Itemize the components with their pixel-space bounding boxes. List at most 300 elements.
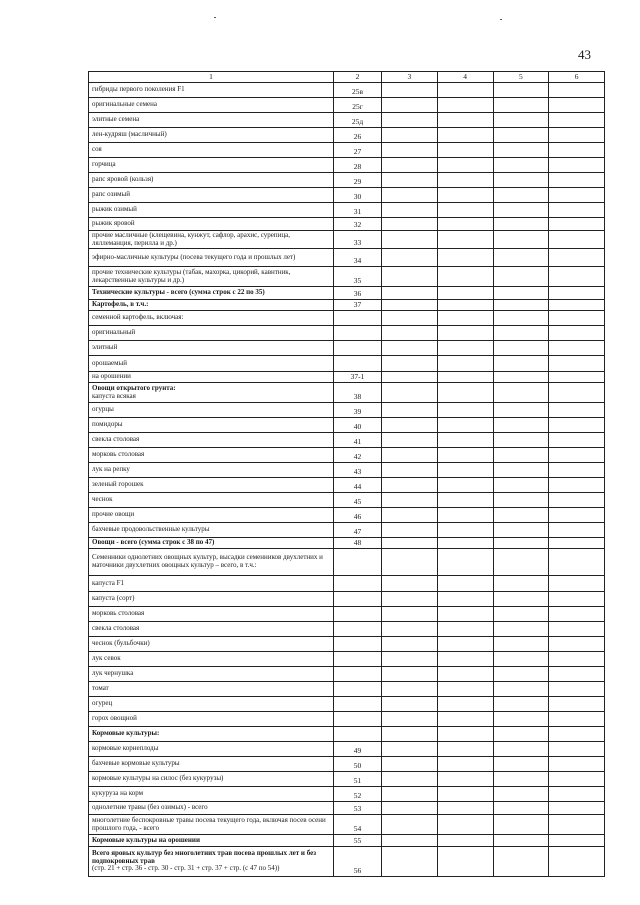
value-cell-col4[interactable] (437, 523, 493, 538)
row-label-text: Овощи - всего (сумма строк с 38 по 47) (92, 538, 215, 547)
value-cell-col4[interactable] (437, 652, 493, 667)
value-cell-col4[interactable] (437, 433, 493, 448)
value-cell-col6[interactable] (549, 667, 605, 682)
row-label-text: чеснок (бульбочки) (92, 639, 150, 648)
row-label (89, 576, 334, 592)
value-cell-col4[interactable] (437, 727, 493, 742)
row-label-text: морковь столовая (92, 450, 145, 459)
value-cell-col6[interactable] (549, 218, 605, 231)
value-cell-col6[interactable] (549, 203, 605, 218)
row-label (89, 113, 334, 128)
row-label (89, 712, 334, 727)
value-cell-col5[interactable] (493, 727, 549, 742)
row-code (334, 667, 382, 682)
value-cell-col6[interactable] (549, 287, 605, 300)
row-label-text: прочие масличные (клещевина, кунжут, сафлор, арахис, сурепица, ляллеманция, перилла и др.) (92, 230, 290, 247)
value-cell-col4[interactable] (437, 143, 493, 158)
row-label (89, 802, 334, 815)
value-cell-col5[interactable] (493, 787, 549, 802)
value-cell-col4[interactable] (437, 267, 493, 287)
value-cell-col3[interactable] (382, 311, 438, 326)
row-code: 27 (334, 143, 382, 158)
table-row (89, 815, 605, 835)
row-label-continuation: капуста всякая (92, 391, 136, 400)
value-cell-col3[interactable] (382, 549, 438, 576)
table-row (89, 622, 605, 637)
value-cell-col6[interactable] (549, 508, 605, 523)
value-cell-col3[interactable] (382, 341, 438, 356)
table-row (89, 158, 605, 173)
row-code (334, 637, 382, 652)
table-row (89, 667, 605, 682)
value-cell-col4[interactable] (437, 341, 493, 356)
row-label-text: свекла столовая (92, 624, 140, 633)
value-cell-col6[interactable] (549, 712, 605, 727)
value-cell-col3[interactable] (382, 847, 438, 877)
value-cell-col4[interactable] (437, 835, 493, 847)
scan-artifact (214, 17, 216, 18)
value-cell-col5[interactable] (493, 478, 549, 493)
value-cell-col6[interactable] (549, 158, 605, 173)
value-cell-col3[interactable] (382, 742, 438, 757)
value-cell-col5[interactable] (493, 508, 549, 523)
value-cell-col5[interactable] (493, 802, 549, 815)
value-cell-col6[interactable] (549, 607, 605, 622)
table-row (89, 383, 605, 403)
value-cell-col5[interactable] (493, 847, 549, 877)
value-cell-col6[interactable] (549, 478, 605, 493)
value-cell-col5[interactable] (493, 463, 549, 478)
value-cell-col3[interactable] (382, 576, 438, 592)
value-cell-col4[interactable] (437, 218, 493, 231)
table-row (89, 433, 605, 448)
value-cell-col3[interactable] (382, 727, 438, 742)
value-cell-col4[interactable] (437, 356, 493, 372)
value-cell-col3[interactable] (382, 538, 438, 549)
value-cell-col5[interactable] (493, 287, 549, 300)
table-row (89, 341, 605, 356)
value-cell-col4[interactable] (437, 231, 493, 249)
row-label (89, 418, 334, 433)
value-cell-col6[interactable] (549, 231, 605, 249)
row-label (89, 143, 334, 158)
value-cell-col3[interactable] (382, 403, 438, 418)
value-cell-col4[interactable] (437, 742, 493, 757)
value-cell-col6[interactable] (549, 403, 605, 418)
table-row (89, 463, 605, 478)
table-row (89, 802, 605, 815)
row-label-text: свекла столовая (92, 435, 140, 444)
value-cell-col4[interactable] (437, 98, 493, 113)
value-cell-col6[interactable] (549, 493, 605, 508)
value-cell-col4[interactable] (437, 158, 493, 173)
value-cell-col4[interactable] (437, 383, 493, 403)
value-cell-col3[interactable] (382, 667, 438, 682)
value-cell-col5[interactable] (493, 448, 549, 463)
table-row (89, 523, 605, 538)
value-cell-col6[interactable] (549, 128, 605, 143)
row-label (89, 757, 334, 772)
value-cell-col4[interactable] (437, 113, 493, 128)
row-label (89, 287, 334, 300)
value-cell-col6[interactable] (549, 311, 605, 326)
table-row (89, 98, 605, 113)
row-code: 36 (334, 287, 382, 300)
value-cell-col4[interactable] (437, 287, 493, 300)
value-cell-col6[interactable] (549, 356, 605, 372)
table-row (89, 218, 605, 231)
value-cell-col5[interactable] (493, 143, 549, 158)
value-cell-col5[interactable] (493, 549, 549, 576)
row-label (89, 727, 334, 742)
value-cell-col3[interactable] (382, 249, 438, 267)
value-cell-col5[interactable] (493, 98, 549, 113)
value-cell-col5[interactable] (493, 576, 549, 592)
value-cell-col5[interactable] (493, 835, 549, 847)
value-cell-col3[interactable] (382, 682, 438, 697)
value-cell-col5[interactable] (493, 418, 549, 433)
value-cell-col3[interactable] (382, 188, 438, 203)
value-cell-col4[interactable] (437, 508, 493, 523)
value-cell-col6[interactable] (549, 742, 605, 757)
row-label-text: соя (92, 145, 102, 154)
row-label-text: морковь столовая (92, 609, 145, 618)
value-cell-col5[interactable] (493, 113, 549, 128)
value-cell-col3[interactable] (382, 267, 438, 287)
value-cell-col4[interactable] (437, 300, 493, 311)
value-cell-col5[interactable] (493, 311, 549, 326)
value-cell-col3[interactable] (382, 83, 438, 98)
table-row (89, 697, 605, 712)
value-cell-col4[interactable] (437, 697, 493, 712)
value-cell-col4[interactable] (437, 682, 493, 697)
value-cell-col6[interactable] (549, 652, 605, 667)
value-cell-col6[interactable] (549, 637, 605, 652)
value-cell-col6[interactable] (549, 757, 605, 772)
value-cell-col5[interactable] (493, 231, 549, 249)
value-cell-col5[interactable] (493, 712, 549, 727)
value-cell-col6[interactable] (549, 622, 605, 637)
value-cell-col4[interactable] (437, 173, 493, 188)
row-label (89, 83, 334, 98)
value-cell-col4[interactable] (437, 538, 493, 549)
table-row (89, 203, 605, 218)
value-cell-col3[interactable] (382, 802, 438, 815)
table-row (89, 757, 605, 772)
row-code: 49 (334, 742, 382, 757)
row-label (89, 847, 334, 877)
value-cell-col6[interactable] (549, 173, 605, 188)
value-cell-col5[interactable] (493, 697, 549, 712)
value-cell-col4[interactable] (437, 418, 493, 433)
value-cell-col6[interactable] (549, 682, 605, 697)
row-code: 46 (334, 508, 382, 523)
value-cell-col4[interactable] (437, 757, 493, 772)
value-cell-col6[interactable] (549, 463, 605, 478)
value-cell-col3[interactable] (382, 787, 438, 802)
value-cell-col3[interactable] (382, 463, 438, 478)
row-label (89, 682, 334, 697)
value-cell-col4[interactable] (437, 249, 493, 267)
value-cell-col5[interactable] (493, 637, 549, 652)
value-cell-col6[interactable] (549, 727, 605, 742)
value-cell-col3[interactable] (382, 712, 438, 727)
row-code: 41 (334, 433, 382, 448)
value-cell-col5[interactable] (493, 523, 549, 538)
value-cell-col5[interactable] (493, 188, 549, 203)
value-cell-col3[interactable] (382, 203, 438, 218)
row-label-text: чеснок (92, 495, 113, 504)
value-cell-col5[interactable] (493, 742, 549, 757)
value-cell-col4[interactable] (437, 326, 493, 341)
value-cell-col3[interactable] (382, 592, 438, 607)
value-cell-col4[interactable] (437, 667, 493, 682)
value-cell-col4[interactable] (437, 403, 493, 418)
value-cell-col3[interactable] (382, 523, 438, 538)
value-cell-col3[interactable] (382, 326, 438, 341)
value-cell-col5[interactable] (493, 667, 549, 682)
value-cell-col5[interactable] (493, 372, 549, 383)
value-cell-col5[interactable] (493, 592, 549, 607)
row-label (89, 372, 334, 383)
value-cell-col3[interactable] (382, 652, 438, 667)
value-cell-col6[interactable] (549, 538, 605, 549)
row-label-text: томат (92, 684, 109, 693)
value-cell-col4[interactable] (437, 549, 493, 576)
value-cell-col4[interactable] (437, 802, 493, 815)
table-row (89, 508, 605, 523)
row-code: 37 (334, 300, 382, 311)
value-cell-col5[interactable] (493, 158, 549, 173)
value-cell-col3[interactable] (382, 143, 438, 158)
row-code (334, 326, 382, 341)
value-cell-col5[interactable] (493, 493, 549, 508)
value-cell-col3[interactable] (382, 508, 438, 523)
value-cell-col4[interactable] (437, 463, 493, 478)
row-label-text: кормовые корнеплоды (92, 744, 159, 753)
value-cell-col3[interactable] (382, 622, 438, 637)
table-row (89, 835, 605, 847)
row-label (89, 815, 334, 835)
value-cell-col5[interactable] (493, 815, 549, 835)
value-cell-col4[interactable] (437, 203, 493, 218)
row-label-text: оригинальные семена (92, 100, 157, 109)
value-cell-col5[interactable] (493, 383, 549, 403)
value-cell-col5[interactable] (493, 538, 549, 549)
row-label-text: огурцы (92, 405, 114, 414)
value-cell-col3[interactable] (382, 383, 438, 403)
row-code (334, 622, 382, 637)
value-cell-col3[interactable] (382, 637, 438, 652)
value-cell-col4[interactable] (437, 448, 493, 463)
table-row (89, 607, 605, 622)
value-cell-col4[interactable] (437, 188, 493, 203)
row-label-text: на орошении (92, 372, 131, 381)
row-code (334, 607, 382, 622)
value-cell-col3[interactable] (382, 218, 438, 231)
value-cell-col3[interactable] (382, 128, 438, 143)
value-cell-col6[interactable] (549, 772, 605, 787)
value-cell-col3[interactable] (382, 493, 438, 508)
column-header: 1 (89, 72, 334, 83)
value-cell-col4[interactable] (437, 637, 493, 652)
value-cell-col3[interactable] (382, 372, 438, 383)
value-cell-col5[interactable] (493, 772, 549, 787)
value-cell-col3[interactable] (382, 418, 438, 433)
value-cell-col4[interactable] (437, 311, 493, 326)
row-label (89, 493, 334, 508)
value-cell-col3[interactable] (382, 478, 438, 493)
value-cell-col6[interactable] (549, 697, 605, 712)
row-label-text: оригинальный (92, 328, 136, 337)
value-cell-col4[interactable] (437, 372, 493, 383)
column-header: 6 (549, 72, 605, 83)
row-label-text: горох овощной (92, 714, 137, 723)
value-cell-col6[interactable] (549, 835, 605, 847)
row-label-text: помидоры (92, 420, 123, 429)
value-cell-col6[interactable] (549, 341, 605, 356)
value-cell-col5[interactable] (493, 403, 549, 418)
row-code (334, 356, 382, 372)
value-cell-col6[interactable] (549, 98, 605, 113)
value-cell-col3[interactable] (382, 607, 438, 622)
row-label-text: орошаемый (92, 358, 127, 367)
table-row (89, 311, 605, 326)
value-cell-col4[interactable] (437, 787, 493, 802)
row-label (89, 356, 334, 372)
row-code: 56 (334, 847, 382, 877)
table-row (89, 772, 605, 787)
value-cell-col3[interactable] (382, 287, 438, 300)
row-code: 53 (334, 802, 382, 815)
value-cell-col6[interactable] (549, 143, 605, 158)
value-cell-col3[interactable] (382, 113, 438, 128)
row-label-text: капуста F1 (92, 578, 125, 587)
value-cell-col6[interactable] (549, 787, 605, 802)
value-cell-col3[interactable] (382, 173, 438, 188)
value-cell-col6[interactable] (549, 847, 605, 877)
value-cell-col5[interactable] (493, 607, 549, 622)
row-label (89, 173, 334, 188)
value-cell-col4[interactable] (437, 772, 493, 787)
value-cell-col6[interactable] (549, 523, 605, 538)
value-cell-col5[interactable] (493, 83, 549, 98)
value-cell-col6[interactable] (549, 576, 605, 592)
value-cell-col6[interactable] (549, 592, 605, 607)
row-label (89, 383, 334, 403)
value-cell-col6[interactable] (549, 267, 605, 287)
value-cell-col6[interactable] (549, 802, 605, 815)
value-cell-col5[interactable] (493, 326, 549, 341)
value-cell-col5[interactable] (493, 622, 549, 637)
value-cell-col6[interactable] (549, 300, 605, 311)
value-cell-col5[interactable] (493, 757, 549, 772)
value-cell-col3[interactable] (382, 815, 438, 835)
value-cell-col3[interactable] (382, 356, 438, 372)
value-cell-col5[interactable] (493, 433, 549, 448)
row-label-text: семенной картофель, включая: (92, 313, 184, 322)
row-label (89, 300, 334, 311)
value-cell-col6[interactable] (549, 815, 605, 835)
value-cell-col6[interactable] (549, 418, 605, 433)
value-cell-col6[interactable] (549, 326, 605, 341)
table-row (89, 287, 605, 300)
value-cell-col3[interactable] (382, 697, 438, 712)
value-cell-col4[interactable] (437, 478, 493, 493)
table-row (89, 682, 605, 697)
row-label-text: Всего яровых культур без многолетних трав посева прошлых лет и без подпокровных трав (92, 849, 317, 865)
row-code (334, 592, 382, 607)
table-row (89, 113, 605, 128)
row-label-text: Семенники однолетних овощных культур, высадки семенников двухлетних и маточники двухлетних овощных культур – всего, в т.ч.: (92, 553, 323, 569)
value-cell-col5[interactable] (493, 652, 549, 667)
row-code (334, 727, 382, 742)
value-cell-col6[interactable] (549, 188, 605, 203)
value-cell-col6[interactable] (549, 249, 605, 267)
value-cell-col6[interactable] (549, 448, 605, 463)
value-cell-col6[interactable] (549, 372, 605, 383)
value-cell-col3[interactable] (382, 300, 438, 311)
value-cell-col6[interactable] (549, 383, 605, 403)
row-label (89, 311, 334, 326)
value-cell-col6[interactable] (549, 83, 605, 98)
value-cell-col3[interactable] (382, 448, 438, 463)
value-cell-col3[interactable] (382, 98, 438, 113)
row-label (89, 607, 334, 622)
value-cell-col5[interactable] (493, 203, 549, 218)
row-label-text: прочие овощи (92, 510, 135, 519)
value-cell-col3[interactable] (382, 231, 438, 249)
row-label (89, 549, 334, 576)
value-cell-col6[interactable] (549, 113, 605, 128)
value-cell-col5[interactable] (493, 341, 549, 356)
value-cell-col4[interactable] (437, 622, 493, 637)
row-label-text: Кормовые культуры на орошении (92, 835, 200, 844)
value-cell-col5[interactable] (493, 218, 549, 231)
value-cell-col5[interactable] (493, 249, 549, 267)
value-cell-col4[interactable] (437, 128, 493, 143)
value-cell-col6[interactable] (549, 433, 605, 448)
row-label-text: лук на репку (92, 465, 130, 474)
value-cell-col4[interactable] (437, 712, 493, 727)
value-cell-col5[interactable] (493, 682, 549, 697)
value-cell-col4[interactable] (437, 592, 493, 607)
row-label (89, 98, 334, 113)
value-cell-col5[interactable] (493, 300, 549, 311)
value-cell-col5[interactable] (493, 356, 549, 372)
row-label (89, 478, 334, 493)
value-cell-col4[interactable] (437, 83, 493, 98)
value-cell-col4[interactable] (437, 493, 493, 508)
value-cell-col3[interactable] (382, 835, 438, 847)
value-cell-col5[interactable] (493, 128, 549, 143)
value-cell-col4[interactable] (437, 576, 493, 592)
value-cell-col4[interactable] (437, 607, 493, 622)
value-cell-col5[interactable] (493, 267, 549, 287)
table-row (89, 652, 605, 667)
row-code: 42 (334, 448, 382, 463)
table-row (89, 712, 605, 727)
row-label-continuation: (стр. 21 + стр. 36 - стр. 30 - стр. 31 + стр. 37 + стр. (с 47 по 54)) (92, 864, 280, 873)
value-cell-col4[interactable] (437, 847, 493, 877)
value-cell-col3[interactable] (382, 158, 438, 173)
value-cell-col3[interactable] (382, 433, 438, 448)
value-cell-col4[interactable] (437, 815, 493, 835)
value-cell-col3[interactable] (382, 757, 438, 772)
value-cell-col3[interactable] (382, 772, 438, 787)
value-cell-col6[interactable] (549, 549, 605, 576)
value-cell-col5[interactable] (493, 173, 549, 188)
